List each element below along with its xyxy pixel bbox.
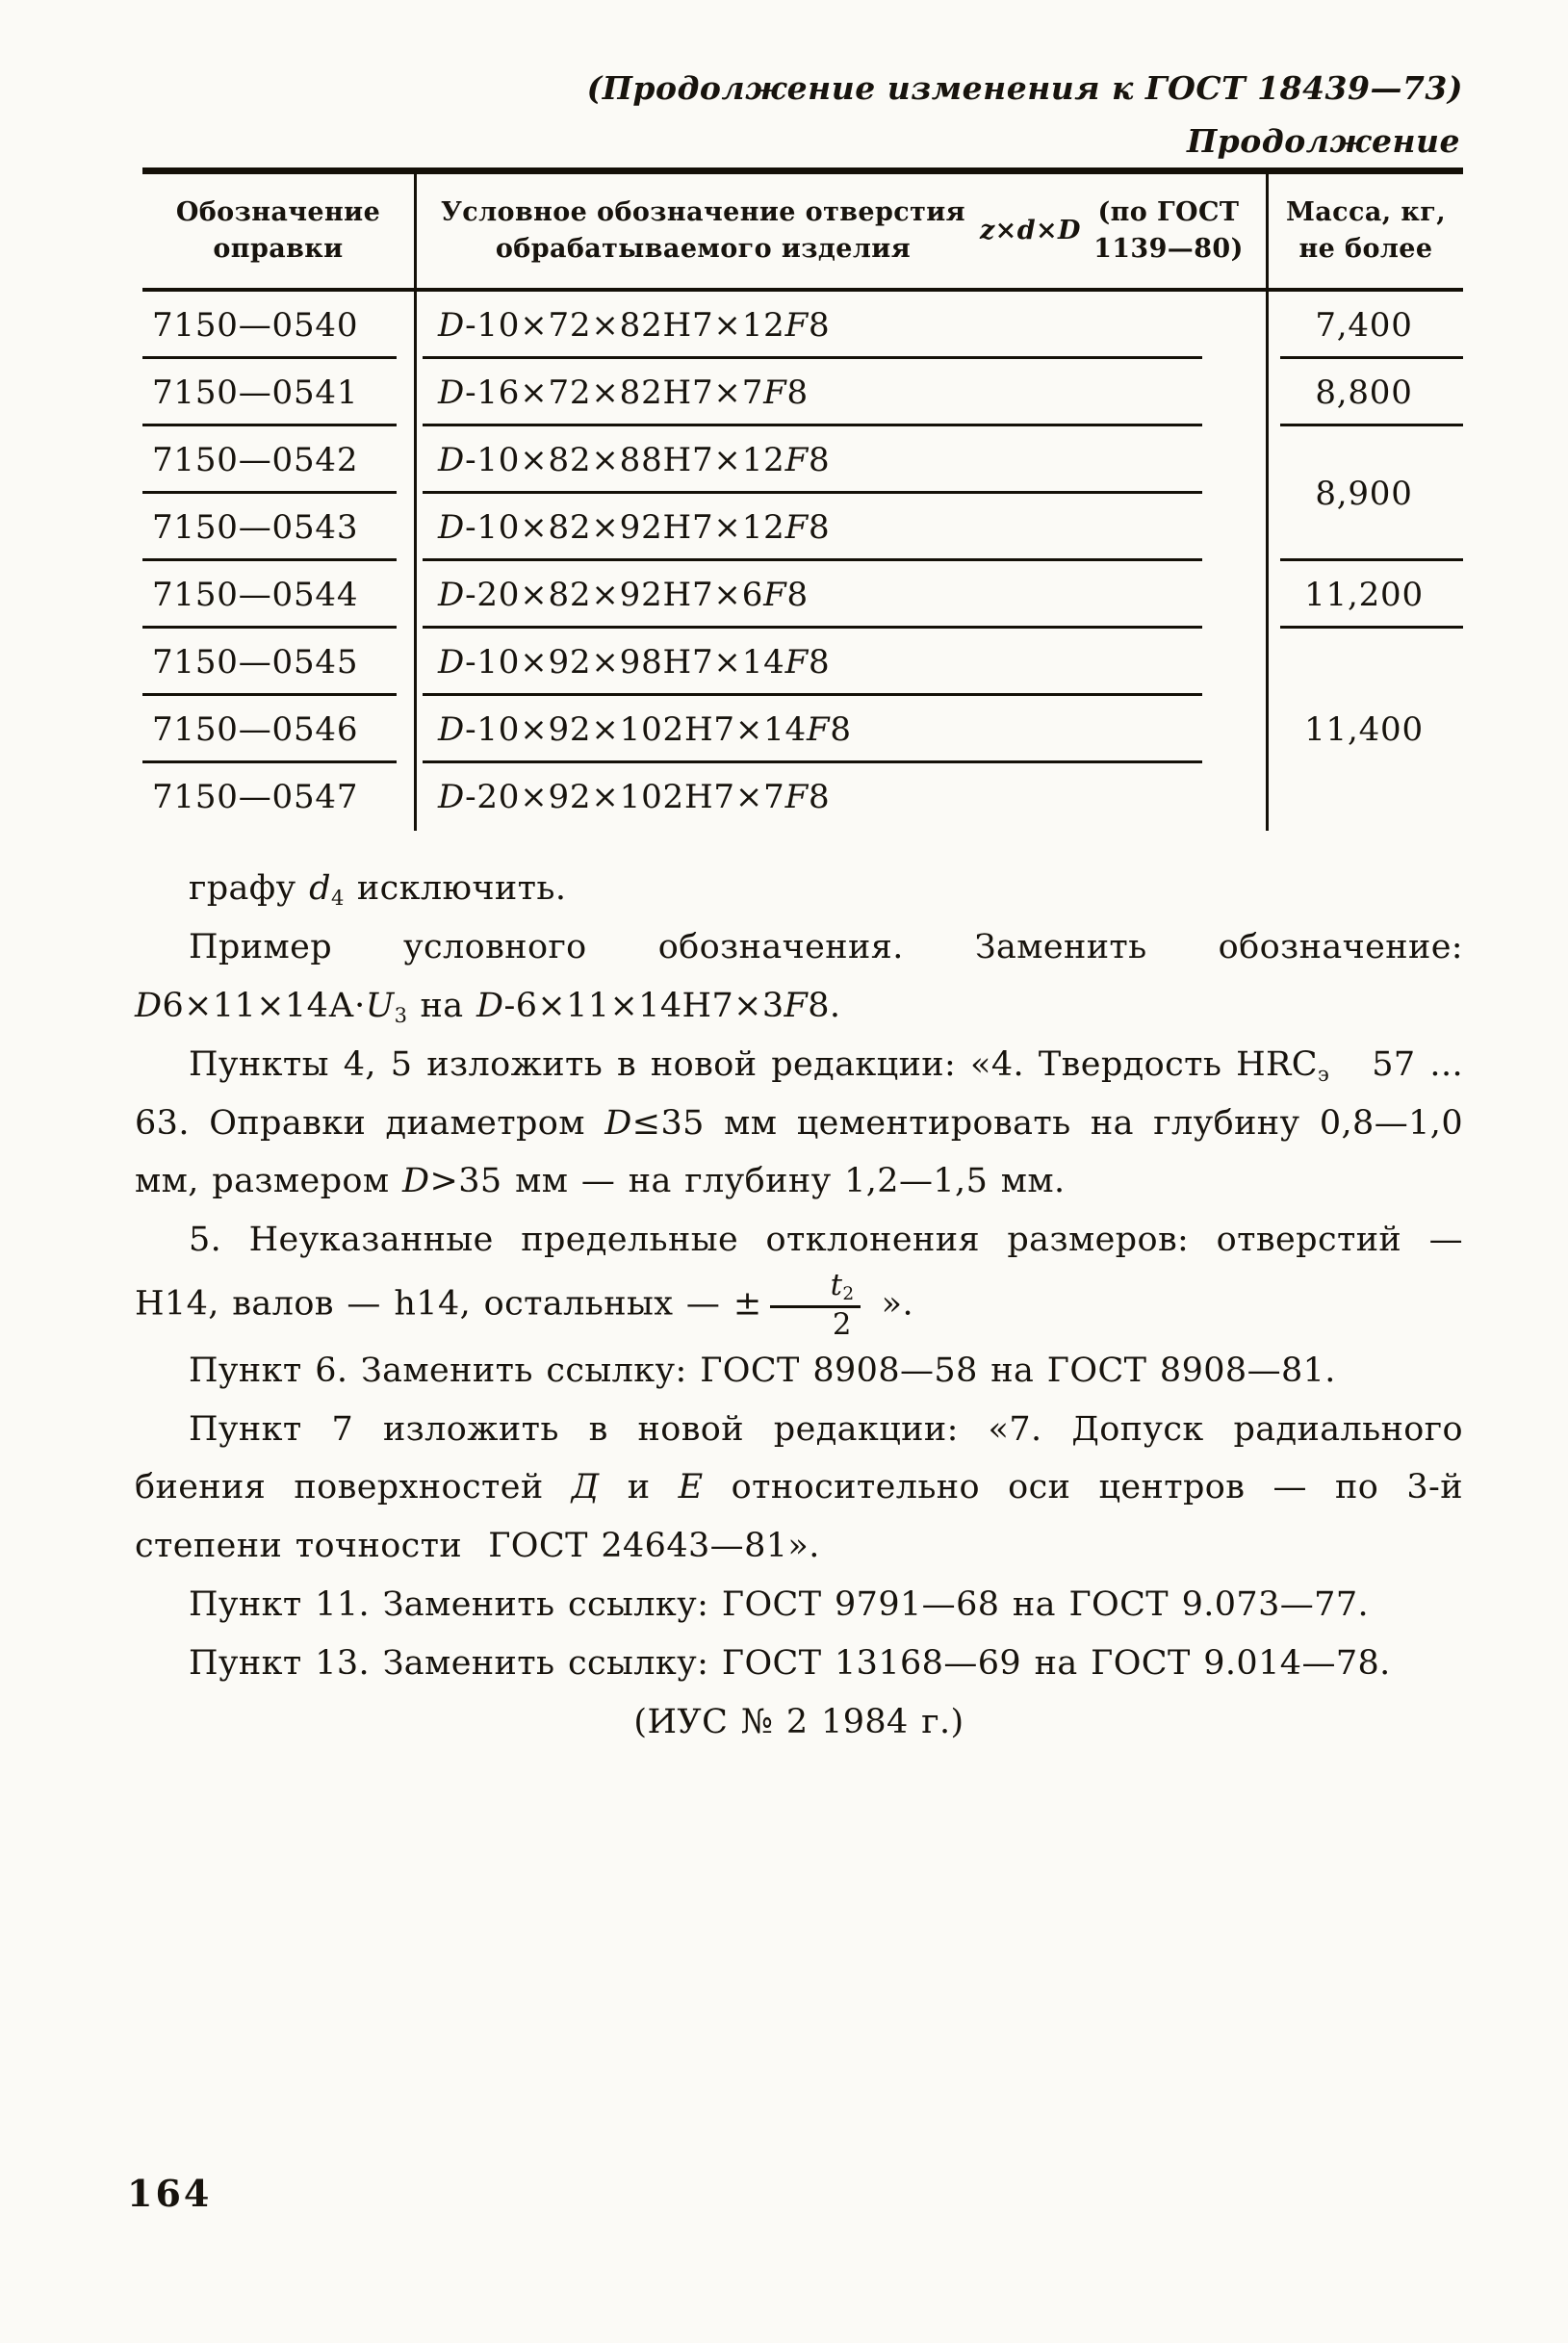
row-designation: D -10×82×88H7×12 F 8 — [417, 426, 1269, 494]
mass-value: 8,900 — [1269, 426, 1463, 561]
row-designation: D -10×92×98H7×14 F 8 — [417, 629, 1269, 696]
paragraph: Пункты 4, 5 изложить в новой редакции: «4. Твердость $HRC_э$ 57 ... 63. Оправки диаметром D≤35 мм цементировать на глубину 0,8—1,0 мм, размером D>35 мм — на глубину 1,2—1,5 мм. — [135, 1044, 1464, 1201]
paragraph: Пункт 13. Заменить ссылку: ГОСТ 13168—69 на ГОСТ 9.014—78. — [189, 1644, 1391, 1684]
row-code: 7150—0541 — [142, 359, 417, 426]
paragraph: Пункт 11. Заменить ссылку: ГОСТ 9791—68 на ГОСТ 9.073—77. — [189, 1585, 1370, 1625]
column-header-designation: Условное обозначение отверстия обрабатываемого изделия z × d × D (по ГОСТ 1139—80) — [417, 174, 1269, 288]
mass-value: 7,400 — [1269, 292, 1463, 359]
row-designation: D -20×92×102H7×7 F 8 — [417, 763, 1269, 831]
paragraph: (ИУС № 2 1984 г.) — [633, 1702, 964, 1741]
continuation-note: (Продолжение изменения к ГОСТ 18439—73) — [586, 69, 1463, 107]
page-number: 164 — [127, 2172, 213, 2215]
paragraph: Пункт 7 изложить в новой редакции: «7. Допуск радиального биения поверхностей Д и Е относительно оси центров — по 3-й степени точности ГОСТ 24643—81». — [135, 1409, 1464, 1566]
table-header-row — [142, 174, 1463, 292]
mass-value: 8,800 — [1269, 359, 1463, 426]
mass-value: 11,200 — [1269, 561, 1463, 629]
paragraph: Пункт 6. Заменить ссылку: ГОСТ 8908—58 на ГОСТ 8908—81. — [189, 1351, 1336, 1390]
row-code: 7150—0546 — [142, 696, 417, 763]
body-text — [135, 860, 1463, 1752]
row-designation: D -10×82×92H7×12 F 8 — [417, 494, 1269, 561]
row-code: 7150—0545 — [142, 629, 417, 696]
mass-value: 11,400 — [1304, 710, 1424, 749]
paragraph: графу $d_4$ исключить. — [189, 869, 567, 910]
row-designation: D -16×72×82H7×7 F 8 — [417, 359, 1269, 426]
paragraph: 5. Неуказанные предельные отклонения размеров: отверстий — H14, валов — h14, остальных — ± $\frac{t_2}{2}$ ». — [135, 1221, 1463, 1343]
row-code: 7150—0540 — [142, 292, 417, 359]
row-code: 7150—0542 — [142, 426, 417, 494]
row-designation: D -10×72×82H7×12 F 8 — [417, 292, 1269, 359]
column-header-mass: Масса, кг, не более — [1286, 197, 1446, 264]
row-code: 7150—0547 — [142, 763, 417, 831]
row-code: 7150—0544 — [142, 561, 417, 629]
fraction: $\frac{t_2}{2}$ — [770, 1270, 861, 1341]
mandrel-table — [142, 167, 1463, 831]
row-designation: D -10×92×102H7×14 F 8 — [417, 696, 1269, 763]
column-header-code: Обозначение оправки — [142, 174, 417, 288]
table-body — [142, 292, 1463, 831]
continuation-label: Продолжение — [1186, 122, 1460, 160]
paragraph: Пример условного обозначения. Заменить обозначение: $D6\times 11\times 14А\cdot U_3$ на D-6×11×14H7×3F8. — [135, 927, 1463, 1027]
row-designation: D -20×82×92H7×6 F 8 — [417, 561, 1269, 629]
row-code: 7150—0543 — [142, 494, 417, 561]
